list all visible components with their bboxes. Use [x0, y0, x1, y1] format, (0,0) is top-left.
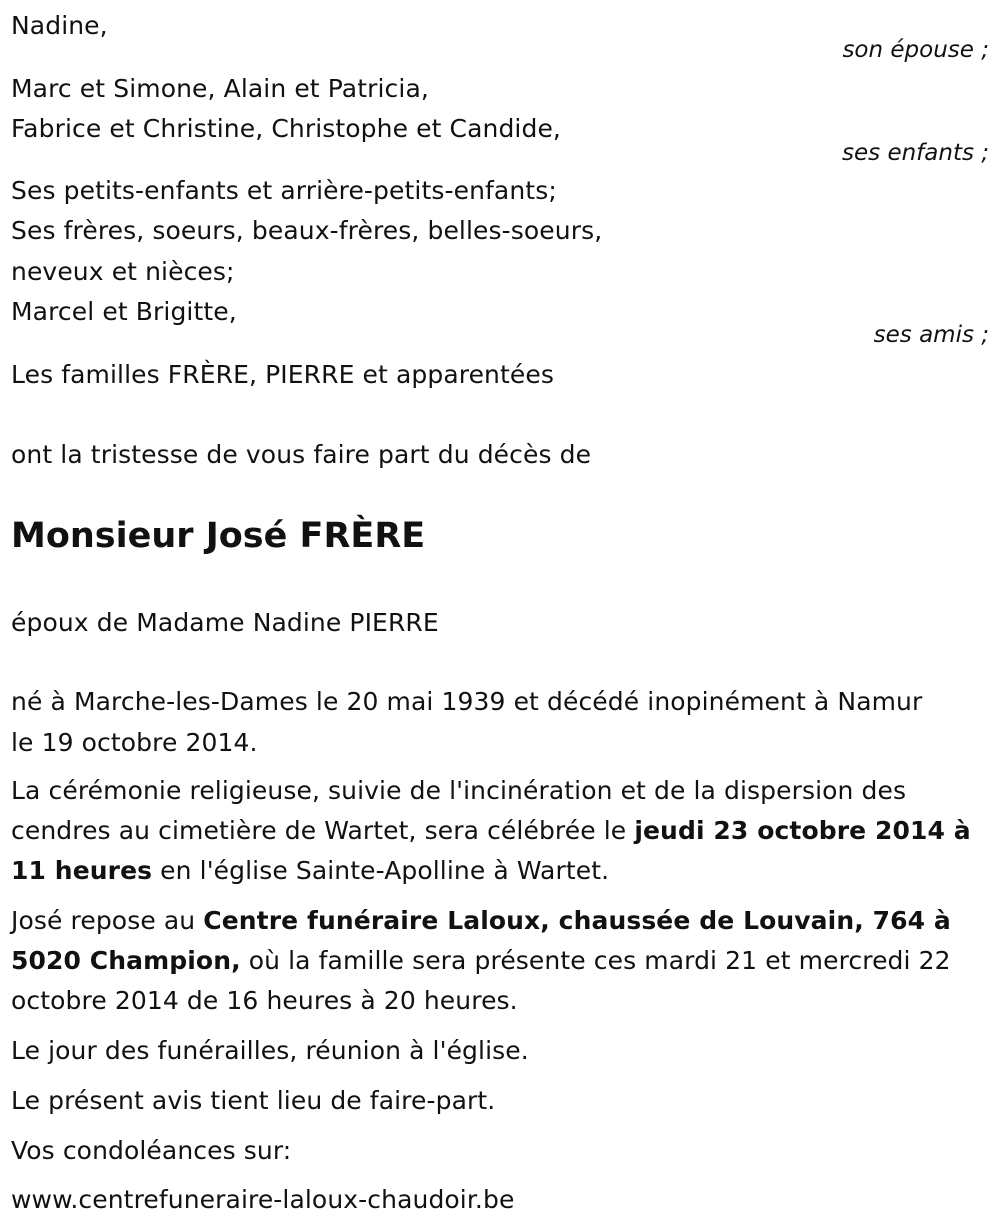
spouse-role: son épouse ; — [842, 37, 989, 63]
condolences-website-link[interactable]: www.centrefuneraire-laloux-chaudoir.be — [11, 1185, 515, 1214]
friends-name: Marcel et Brigitte, — [11, 297, 237, 326]
ceremony-place: en l'église Sainte-Apolline à Wartet. — [152, 856, 610, 885]
spouse-name: Nadine, — [11, 11, 108, 40]
birth-death-line-2: le 19 octobre 2014. — [11, 728, 258, 757]
ceremony-paragraph — [11, 771, 989, 891]
visitation-paragraph — [11, 901, 989, 1021]
ceremony-intro: La cérémonie religieuse, suivie de l'incinération et de la dispersion des cendres au cimetière de Wartet, sera célébrée le — [11, 776, 907, 845]
visitation-location: Centre funéraire Laloux, chaussée de Louvain, 764 à 5020 Champion, — [11, 906, 951, 975]
families-line: Les familles FRÈRE, PIERRE et apparentées — [11, 360, 554, 389]
announcement-line: ont la tristesse de vous faire part du décès de — [11, 440, 592, 469]
notice-line: Le présent avis tient lieu de faire-part. — [11, 1086, 496, 1115]
ceremony-datetime: jeudi 23 octobre 2014 à 11 heures — [11, 816, 971, 885]
children-role: ses enfants ; — [842, 140, 989, 166]
siblings-line-2: neveux et nièces; — [11, 257, 235, 286]
friends-role: ses amis ; — [873, 322, 989, 348]
visitation-intro: José repose au — [11, 906, 204, 935]
deceased-name: Monsieur José FRÈRE — [11, 516, 426, 556]
children-line-1: Marc et Simone, Alain et Patricia, — [11, 74, 429, 103]
funeral-day-line: Le jour des funérailles, réunion à l'église. — [11, 1036, 529, 1065]
children-line-2: Fabrice et Christine, Christophe et Candide, — [11, 114, 561, 143]
visitation-details: où la famille sera présente ces mardi 21 et mercredi 22 octobre 2014 de 16 heures à 20 heures. — [11, 946, 951, 1015]
deceased-spouse-line: époux de Madame Nadine PIERRE — [11, 608, 439, 637]
grandchildren-line: Ses petits-enfants et arrière-petits-enfants; — [11, 176, 557, 205]
birth-death-line-1: né à Marche-les-Dames le 20 mai 1939 et décédé inopinément à Namur — [11, 687, 923, 716]
condolences-label: Vos condoléances sur: — [11, 1136, 292, 1165]
siblings-line-1: Ses frères, soeurs, beaux-frères, belles-soeurs, — [11, 216, 603, 245]
